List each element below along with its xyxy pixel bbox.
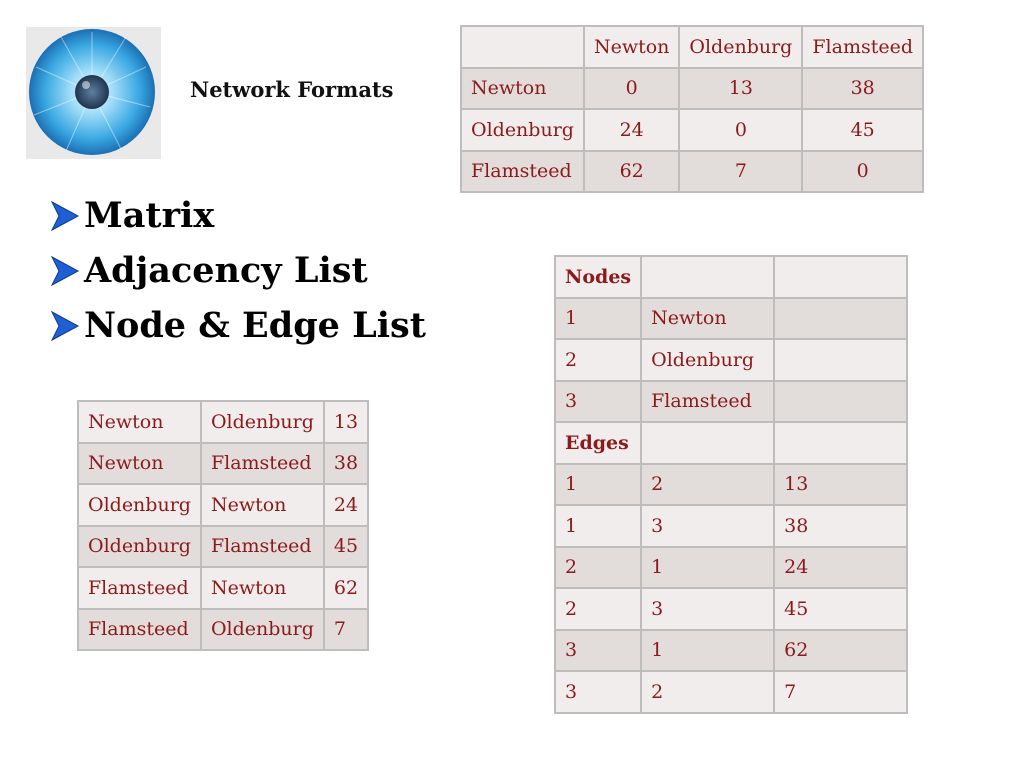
table-cell: 13 (679, 68, 802, 110)
table-cell (774, 298, 907, 340)
table-cell: 24 (774, 547, 907, 589)
table-cell: Oldenburg (679, 26, 802, 68)
table-cell: Flamsteed (78, 609, 201, 651)
nodes-section-row (555, 256, 907, 298)
adjacency-list-table (77, 400, 369, 651)
table-row (78, 526, 368, 568)
page-title: Network Formats (190, 77, 394, 102)
table-cell: Flamsteed (802, 26, 923, 68)
table-cell: 2 (555, 339, 641, 381)
table-cell: 0 (584, 68, 679, 110)
table-cell (774, 256, 907, 298)
table-cell: 62 (774, 630, 907, 672)
table-row (461, 68, 923, 110)
table-row (461, 151, 923, 193)
table-cell: 7 (324, 609, 368, 651)
table-row (555, 547, 907, 589)
table-cell: Oldenburg (78, 484, 201, 526)
bullet-item-matrix (48, 188, 426, 243)
table-cell (641, 422, 774, 464)
table-cell (774, 339, 907, 381)
table-cell: Newton (78, 401, 201, 443)
table-cell: 0 (802, 151, 923, 193)
table-cell: 13 (324, 401, 368, 443)
table-cell: 2 (641, 671, 774, 713)
table-cell: Flamsteed (641, 381, 774, 423)
table-cell: Flamsteed (201, 443, 324, 485)
table-cell: Newton (78, 443, 201, 485)
edges-section-row (555, 422, 907, 464)
table-cell: Oldenburg (641, 339, 774, 381)
table-row (78, 401, 368, 443)
bullet-label: Adjacency List (84, 250, 368, 291)
table-cell: 45 (774, 588, 907, 630)
bullet-label: Matrix (84, 195, 215, 236)
bullet-list (48, 188, 426, 353)
table-cell: Newton (584, 26, 679, 68)
table-row (461, 109, 923, 151)
arrow-bullet-icon (48, 199, 84, 233)
table-cell: 62 (324, 567, 368, 609)
table-cell: 3 (555, 630, 641, 672)
table-row (555, 505, 907, 547)
node-edge-list-table (554, 255, 908, 714)
bullet-item-adjacency-list (48, 243, 426, 298)
table-cell: 3 (641, 588, 774, 630)
table-cell: 7 (774, 671, 907, 713)
table-row (555, 671, 907, 713)
table-cell: Newton (461, 68, 584, 110)
arrow-bullet-icon (48, 254, 84, 288)
table-cell: 1 (555, 464, 641, 506)
table-row (78, 484, 368, 526)
table-cell: 2 (555, 588, 641, 630)
table-cell: Flamsteed (201, 526, 324, 568)
table-cell: 0 (679, 109, 802, 151)
table-row (555, 464, 907, 506)
table-cell: Newton (201, 567, 324, 609)
table-header-row (461, 26, 923, 68)
table-cell: Oldenburg (461, 109, 584, 151)
table-cell: Newton (201, 484, 324, 526)
table-cell: Flamsteed (461, 151, 584, 193)
table-cell: 3 (555, 671, 641, 713)
table-row (555, 630, 907, 672)
table-row (555, 339, 907, 381)
eye-iris-icon (26, 27, 161, 159)
eye-logo-icon (26, 27, 161, 159)
table-cell: 3 (641, 505, 774, 547)
arrow-bullet-icon (48, 309, 84, 343)
edges-label: Edges (555, 422, 641, 464)
table-cell: 2 (641, 464, 774, 506)
table-row (78, 443, 368, 485)
nodes-label: Nodes (555, 256, 641, 298)
table-cell: Oldenburg (201, 609, 324, 651)
table-cell: 38 (324, 443, 368, 485)
table-cell: 45 (324, 526, 368, 568)
table-cell: Oldenburg (78, 526, 201, 568)
table-cell: 62 (584, 151, 679, 193)
table-cell: 24 (584, 109, 679, 151)
table-cell: 38 (774, 505, 907, 547)
table-row (555, 588, 907, 630)
table-cell: 38 (802, 68, 923, 110)
table-cell: Oldenburg (201, 401, 324, 443)
table-cell: 1 (555, 505, 641, 547)
table-cell (641, 256, 774, 298)
table-cell: 24 (324, 484, 368, 526)
table-cell (774, 381, 907, 423)
bullet-label: Node & Edge List (84, 305, 426, 346)
table-row (78, 567, 368, 609)
matrix-table (460, 25, 924, 193)
table-cell: 1 (641, 547, 774, 589)
table-cell: 1 (641, 630, 774, 672)
table-row (555, 298, 907, 340)
table-cell: 1 (555, 298, 641, 340)
table-cell: Flamsteed (78, 567, 201, 609)
table-cell: 2 (555, 547, 641, 589)
table-cell: 13 (774, 464, 907, 506)
table-cell: 3 (555, 381, 641, 423)
bullet-item-node-edge-list (48, 298, 426, 353)
table-cell: 7 (679, 151, 802, 193)
table-cell: Newton (641, 298, 774, 340)
table-cell: 45 (802, 109, 923, 151)
table-cell (461, 26, 584, 68)
table-row (78, 609, 368, 651)
table-cell (774, 422, 907, 464)
table-row (555, 381, 907, 423)
